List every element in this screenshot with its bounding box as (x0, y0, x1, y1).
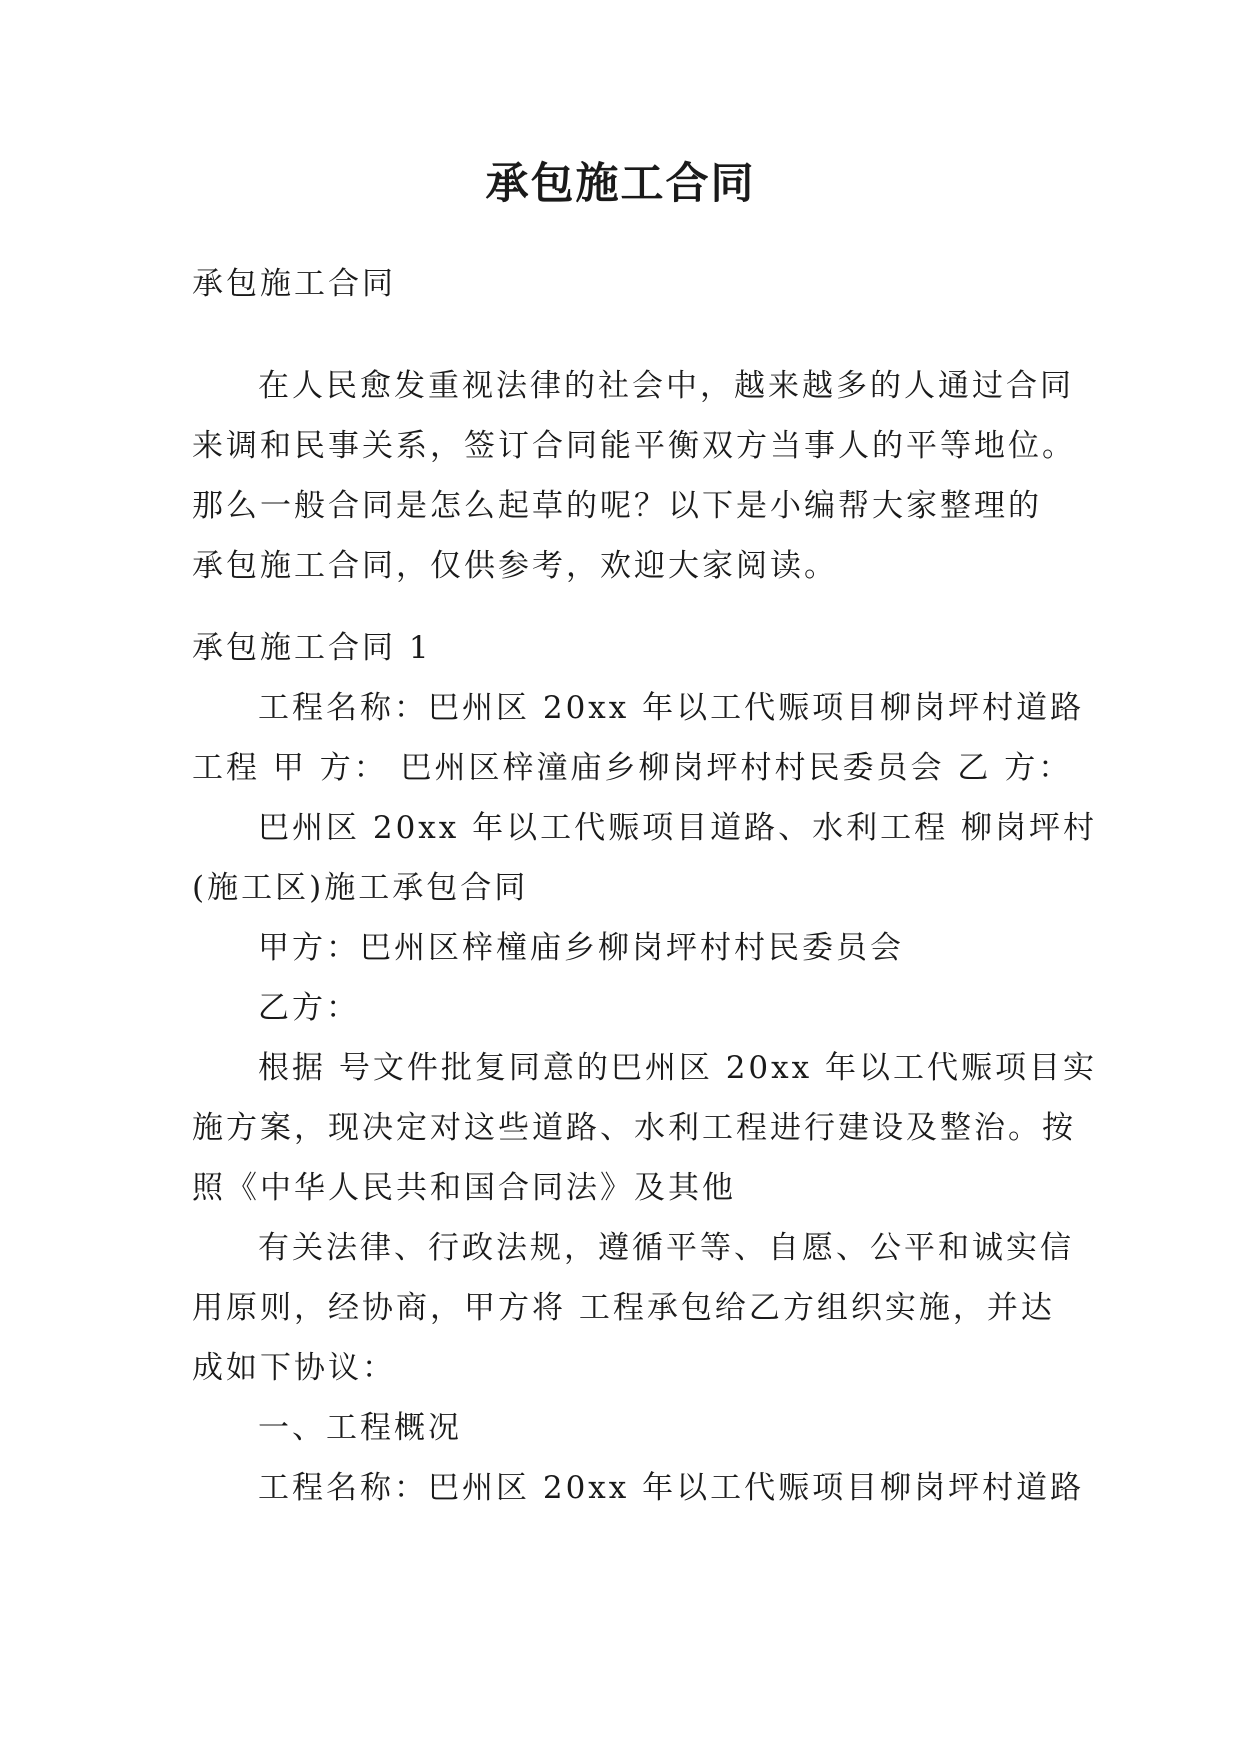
section-line: 成如下协议： (192, 1350, 396, 1386)
section-line: 施方案，现决定对这些道路、水利工程进行建设及整治。按 (192, 1110, 1076, 1146)
section-line: 用原则，经协商，甲方将 工程承包给乙方组织实施，并达 (192, 1290, 1055, 1326)
section-line: 根据 号文件批复同意的巴州区 20xx 年以工代赈项目实 (258, 1050, 1097, 1086)
document-title: 承包施工合同 (485, 159, 756, 209)
section-line: 一、工程概况 (258, 1410, 462, 1446)
section-line: 照《中华人民共和国合同法》及其他 (192, 1170, 736, 1206)
section-line: 甲方：巴州区梓橦庙乡柳岗坪村村民委员会 (258, 930, 904, 966)
document-subtitle: 承包施工合同 (192, 266, 396, 302)
document-subtitle-block (192, 254, 1060, 314)
intro-line: 来调和民事关系，签订合同能平衡双方当事人的平等地位。 (192, 428, 1076, 464)
contract-section (192, 618, 1097, 1518)
section-line: 乙方： (258, 990, 360, 1026)
section-line: (施工区)施工承包合同 (192, 870, 529, 906)
section-heading: 承包施工合同 1 (192, 630, 432, 666)
section-line: 有关法律、行政法规，遵循平等、自愿、公平和诚实信 (258, 1230, 1074, 1266)
section-line: 巴州区 20xx 年以工代赈项目道路、水利工程 柳岗坪村 (258, 810, 1097, 846)
intro-line: 那么一般合同是怎么起草的呢？以下是小编帮大家整理的 (192, 488, 1042, 524)
intro-line: 承包施工合同，仅供参考，欢迎大家阅读。 (192, 548, 838, 584)
section-line: 工程 甲 方： 巴州区梓潼庙乡柳岗坪村村民委员会 乙 方： (192, 750, 1073, 786)
intro-line: 在人民愈发重视法律的社会中，越来越多的人通过合同 (258, 368, 1074, 404)
section-line: 工程名称：巴州区 20xx 年以工代赈项目柳岗坪村道路 (258, 1470, 1085, 1506)
section-line: 工程名称：巴州区 20xx 年以工代赈项目柳岗坪村道路 (258, 690, 1085, 726)
intro-paragraph (192, 356, 1076, 596)
